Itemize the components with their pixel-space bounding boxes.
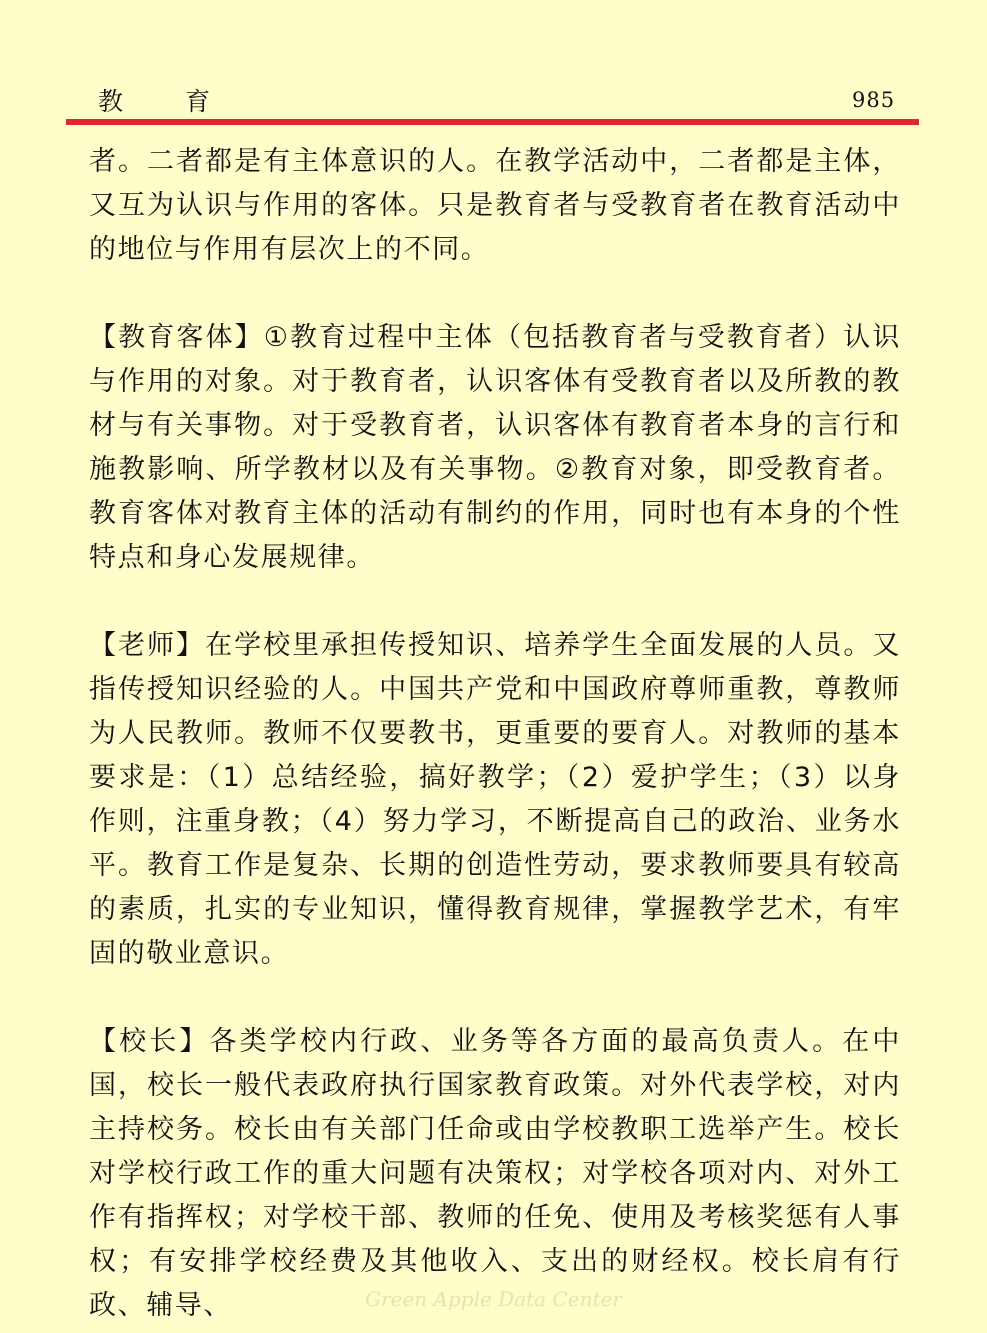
entry-text: ①教育过程中主体（包括教育者与受教育者）认识与作用的对象。对于教育者，认识客体有受教育者以及所教的教材与有关事物。对于受教育者，认识客体有教育者本身的言行和施教影响、所学教材以及有关事物。②教育对象，即受教育者。教育客体对教育主体的活动有制约的作用，同时也有本身的个性特点和身心发展规律。 xyxy=(89,322,901,573)
entry-term: 【老师】 xyxy=(89,630,206,661)
page-number: 985 xyxy=(852,88,896,112)
header-rule xyxy=(66,119,919,125)
page-body xyxy=(89,140,901,1328)
entry-term: 【校长】 xyxy=(89,1026,210,1057)
paragraph-gap xyxy=(89,580,901,624)
page-header xyxy=(0,0,987,130)
entry-laoshi xyxy=(89,624,901,976)
running-head-title: 教育 xyxy=(98,87,273,116)
paragraph-gap xyxy=(89,976,901,1020)
entry-jiaoyu-keti xyxy=(89,316,901,580)
watermark: Green Apple Data Center xyxy=(365,1287,622,1311)
continued-paragraph: 者。二者都是有主体意识的人。在教学活动中，二者都是主体，又互为认识与作用的客体。只是教育者与受教育者在教育活动中的地位与作用有层次上的不同。 xyxy=(89,146,901,265)
entry-xiaozhang xyxy=(89,1020,901,1328)
entry-text: 在学校里承担传授知识、培养学生全面发展的人员。又指传授知识经验的人。中国共产党和中国政府尊师重教，尊教师为人民教师。教师不仅要教书，更重要的要育人。对教师的基本要求是：（1）总结经验，搞好教学；（2）爱护学生；（3）以身作则，注重身教；（4）努力学习，不断提高自己的政治、业务水平。教育工作是复杂、长期的创造性劳动，要求教师要具有较高的素质，扎实的专业知识，懂得教育规律，掌握教学艺术，有牢固的敬业意识。 xyxy=(89,630,901,969)
entry-text: 各类学校内行政、业务等各方面的最高负责人。在中国，校长一般代表政府执行国家教育政策。对外代表学校，对内主持校务。校长由有关部门任命或由学校教职工选举产生。校长对学校行政工作的重大问题有决策权；对学校各项对内、对外工作有指挥权；对学校干部、教师的任免、使用及考核奖惩有人事权；有安排学校经费及其他收入、支出的财经权。校长肩有行政、辅导、 xyxy=(89,1026,901,1321)
paragraph-gap xyxy=(89,272,901,316)
entry-term: 【教育客体】 xyxy=(89,322,264,353)
